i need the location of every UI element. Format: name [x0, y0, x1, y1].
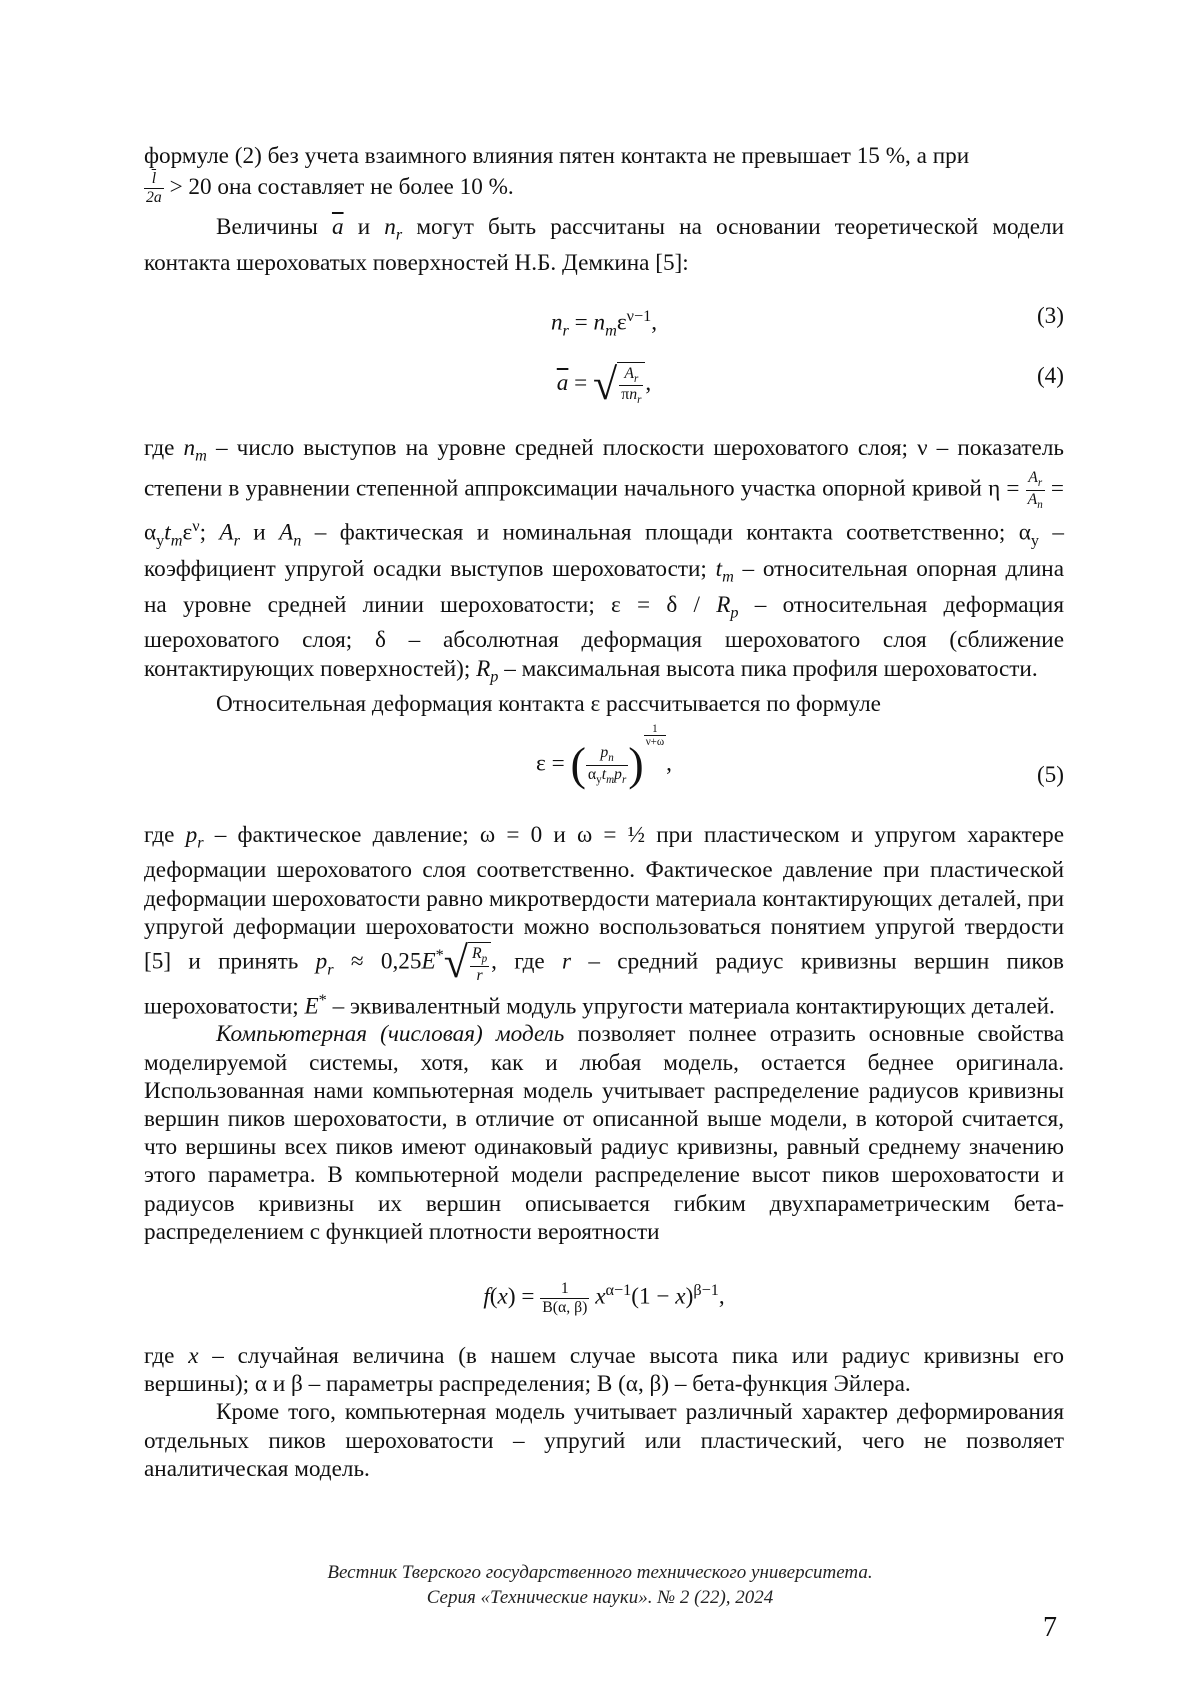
paragraph: формуле (2) без учета взаимного влияния пятен контакта не превышает 15 %, а при: [144, 142, 1064, 170]
paragraph: Кроме того, компьютерная модель учитывает различный характер деформирования отдельных пиков шероховатости – упругий или пластический, чего не позволяет аналитическая модель.: [144, 1398, 1064, 1483]
paragraph: где x – случайная величина (в нашем случае высота пика или радиус кривизны его вершины); α и β – параметры распределения; B (α, β) – бета-функция Эйлера.: [144, 1342, 1064, 1398]
paragraph: Относительная деформация контакта ε рассчитывается по формуле: [144, 690, 1064, 718]
paragraph: Величины a и nr могут быть рассчитаны на основании теоретической модели контакта шероховатых поверхностей Н.Б. Демкина [5]:: [144, 213, 1064, 277]
paragraph: где nm – число выступов на уровне средней плоскости шероховатого слоя; ν – показатель степени в уравнении степенной аппроксимации начального участка опорной кривой η = Ar An = αytmεν; Ar и An – фактическая и номинальная площади контакта соответственно; αy – коэффициент упругой осадки выступов шероховатости; tm – относительная опорная длина на уровне средней линии шероховатости; ε = δ / Rp – относительная деформация шероховатого слоя; δ – абсолютная деформация шероховатого слоя (сближение контактирующих поверхностей); Rp – максимальная высота пика профиля шероховатости.: [144, 434, 1064, 691]
paragraph: Компьютерная (числовая) модель позволяет полнее отразить основные свойства моделируемой системы, хотя, как и любая модель, остается беднее оригинала. Использованная нами компьютерная модель учитывает распределение радиусов кривизны вершин пиков шероховатости, в отличие от описанной выше модели, в которой считается, что вершины всех пиков имеют одинаковый радиус кривизны, равный среднему значению этого параметра. В компьютерной модели распределение высот пиков шероховатости и радиусов кривизны их вершин описывается гибким двухпараметрическим бета-распределением с функцией плотности вероятности: [144, 1020, 1064, 1246]
equation-5: ε = ( pn αytmpr ) 1 ν+ω , (5): [144, 725, 1064, 821]
footer-line-1: Вестник Тверского государственного технического университета.: [0, 1560, 1200, 1585]
page-number: 7: [1043, 1612, 1057, 1644]
journal-footer: [0, 1560, 1200, 1610]
paragraph: l 2a > 20 она составляет не более 10 %.: [144, 170, 1064, 207]
equation-3: nr = nmεν−1, (3): [144, 296, 1064, 354]
equation-4: a = √ Ar πnr , (4): [144, 354, 1064, 420]
paragraph: где pr – фактическое давление; ω = 0 и ω = ½ при пластическом и упругом характере деформации шероховатого слоя соответственно. Фактическое давление при пластической деформации шероховатости равно микротвердости материала контактирующих деталей, при упругой деформации шероховатости можно воспользоваться понятием упругой твердости [5] и принять pr ≈ 0,25E*√ Rp r , где r – средний радиус кривизны вершин пиков шероховатости; E* – эквивалентный модуль упругости материала контактирующих деталей.: [144, 821, 1064, 1021]
equation-beta-density: f(x) = 1 B(α, β) xα−1(1 − x)β−1,: [144, 1256, 1064, 1342]
footer-line-2: Серия «Технические науки». № 2 (22), 2024: [0, 1585, 1200, 1610]
article-body: [144, 142, 1064, 1483]
fraction: l 2a: [144, 170, 164, 207]
